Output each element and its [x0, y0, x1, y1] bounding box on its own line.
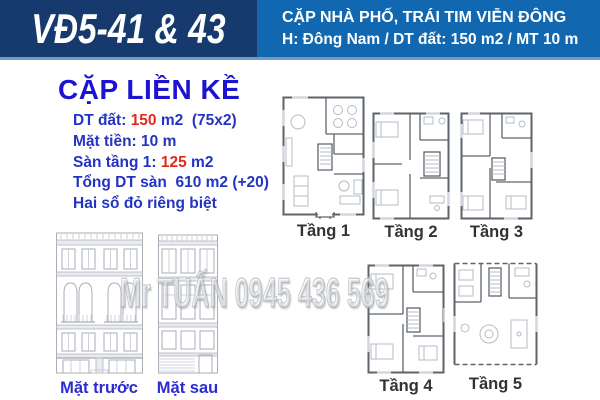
watermark: Mr TUẤN 0945 436 569 — [120, 269, 389, 316]
floorplan-tang-5-drawing — [453, 262, 538, 366]
spec-floor1-area-value: 125 — [160, 153, 187, 171]
header — [0, 0, 600, 57]
floorplan-tang-1-drawing — [282, 96, 365, 219]
header-subtitle: H: Đông Nam / DT đất: 150 m2 / MT 10 m — [282, 31, 579, 48]
floorplan-tang-2-drawing — [372, 112, 450, 220]
floorplan-tang-3-label: Tầng 3 — [469, 223, 524, 241]
spec-land-area-value: 150 — [130, 112, 157, 129]
elevation-rear-drawing — [157, 227, 219, 376]
project-code-badge — [0, 0, 257, 57]
spec-total-floor-area: Tổng DT sàn 610 m2 (+20) — [73, 174, 269, 192]
elevation-front-drawing — [55, 227, 144, 376]
spec-list — [73, 112, 269, 216]
project-code: VĐ5-41 & 43 — [31, 4, 226, 52]
elevation-rear — [156, 227, 219, 398]
elevation-rear-label: Mặt sau — [156, 379, 219, 397]
spec-deeds: Hai sổ đỏ riêng biệt — [73, 195, 217, 213]
header-title: CẶP NHÀ PHỐ, TRÁI TIM VIỄN ĐÔNG — [282, 9, 567, 26]
floorplan-tang-4-drawing — [367, 264, 445, 374]
spec-floor1-area: Sàn tầng 1: 125 m2 — [73, 153, 214, 171]
floorplan-tang-2-label: Tầng 2 — [384, 223, 438, 241]
floorplan-tang-1-label: Tầng 1 — [296, 222, 351, 240]
spec-frontage: Mặt tiền: 10 m — [73, 132, 177, 150]
elevation-front — [54, 227, 144, 398]
header-bar — [257, 0, 600, 57]
floorplan-tang-4 — [366, 264, 446, 396]
spec-land-area: DT đất: 150 m2 (75x2) — [73, 112, 237, 129]
section-title: CẶP LIỀN KỀ — [58, 74, 241, 105]
elevation-front-label: Mặt trước — [60, 379, 138, 397]
floorplan-tang-4-label: Tầng 4 — [379, 377, 433, 395]
floorplan-tang-3 — [459, 112, 534, 242]
floorplan-tang-5-label: Tầng 5 — [468, 375, 523, 393]
floorplan-tang-1 — [281, 96, 366, 241]
header-divider — [0, 57, 600, 60]
floorplan-tang-5 — [452, 262, 539, 394]
floorplan-tang-2 — [371, 112, 451, 242]
floorplan-tang-3-drawing — [460, 112, 533, 220]
